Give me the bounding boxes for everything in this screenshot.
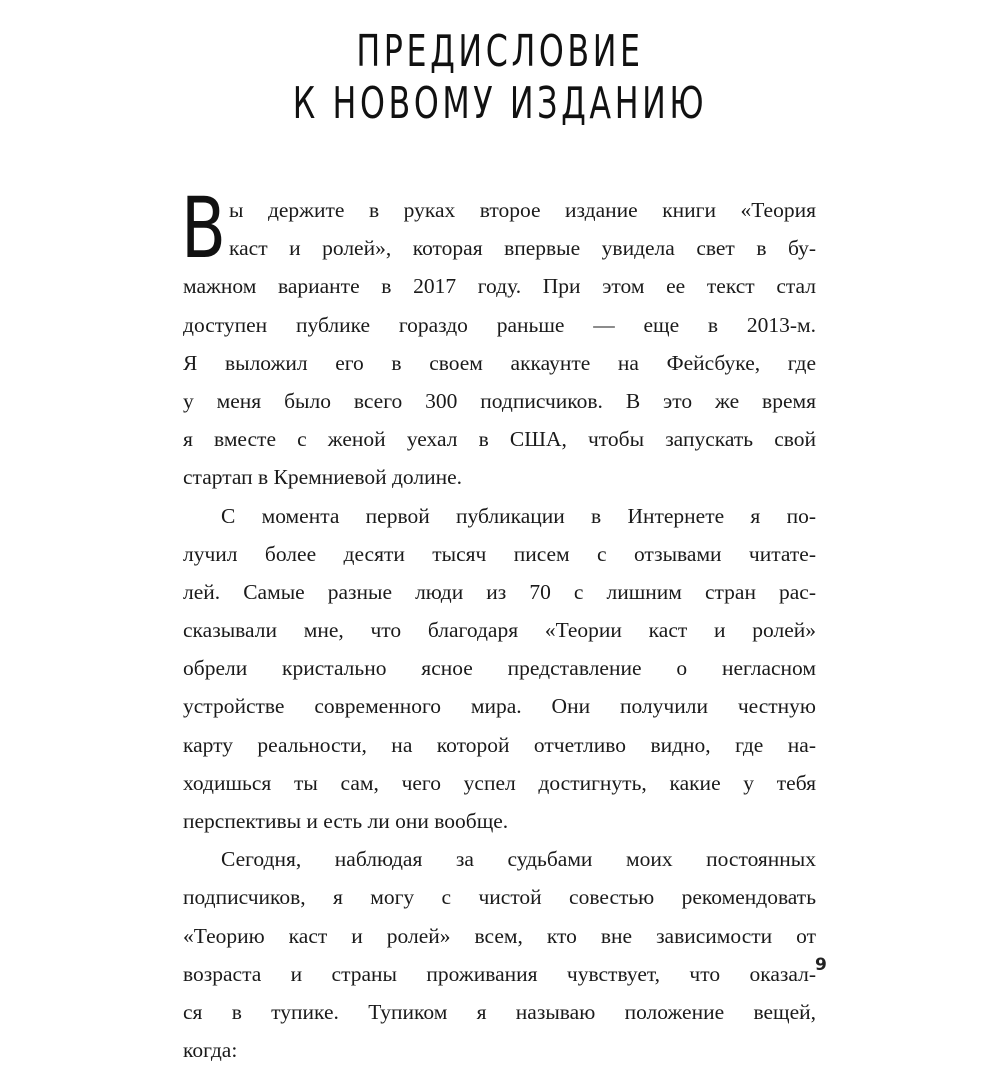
text-line: С момента первой публикации в Интернете я по- [221, 503, 816, 528]
paragraph-1 [181, 179, 816, 497]
text-line: лей. Самые разные люди из 70 с лишним стран рас- [183, 579, 816, 604]
text-line: Я выложил его в своем аккаунте на Фейсбуке, где [183, 350, 816, 375]
text-line: ы держите в руках второе издание книги «Теория [229, 198, 816, 222]
text-line: лучил более десяти тысяч писем с отзывами читате- [183, 541, 816, 566]
drop-cap: В [181, 179, 226, 277]
text-line: обрели кристально ясное представление о негласном [183, 656, 816, 681]
text-line: я вместе с женой уехал в США, чтобы запускать свой [183, 427, 816, 452]
text-line: каст и ролей», которая впервые увидела свет в бу- [229, 236, 816, 261]
paragraph-3 [183, 840, 816, 1069]
page-title [0, 26, 1000, 130]
text-line: сказывали мне, что благодаря «Теории каст и ролей» [183, 618, 816, 643]
text-line: карту реальности, на которой отчетливо видно, где на- [183, 732, 816, 757]
text-line: устройстве современного мира. Они получили честную [183, 694, 816, 719]
paragraph-2 [183, 497, 816, 841]
text-line: «Теорию каст и ролей» всем, кто вне зависимости от [183, 923, 816, 948]
body-text [181, 179, 816, 1069]
text-line: когда: [183, 1038, 238, 1063]
text-line: Сегодня, наблюдая за судьбами моих постоянных [221, 847, 816, 872]
title-line-1: ПРЕДИСЛОВИЕ [356, 26, 644, 77]
text-line: стартап в Кремниевой долине. [183, 465, 463, 490]
title-line-2: К НОВОМУ ИЗДАНИЮ [292, 78, 708, 129]
text-line: ся в тупике. Тупиком я называю положение вещей, [183, 999, 816, 1024]
text-line: мажном варианте в 2017 году. При этом ее текст стал [183, 274, 816, 299]
text-line: возраста и страны проживания чувствует, что оказал- [183, 961, 816, 986]
text-line: у меня было всего 300 подписчиков. В это же время [183, 388, 816, 413]
text-line: доступен публике гораздо раньше — еще в 2013-м. [183, 312, 816, 337]
page-number: 9 [815, 955, 827, 975]
text-line: подписчиков, я могу с чистой совестью рекомендовать [183, 885, 816, 910]
text-line: ходишься ты сам, чего успел достигнуть, какие у тебя [183, 770, 816, 795]
text-line: перспективы и есть ли они вообще. [183, 809, 509, 833]
